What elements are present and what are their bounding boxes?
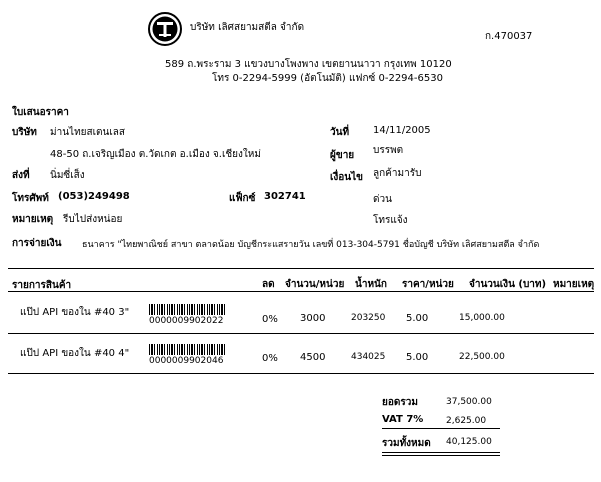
doc-title: ใบเสนอราคา: [12, 107, 69, 118]
barcode-icon: [149, 344, 227, 355]
phone-value: (053)249498: [58, 191, 130, 202]
row-qty: 3000: [300, 313, 326, 324]
vat-label: VAT 7%: [382, 414, 424, 425]
row-price: 5.00: [406, 352, 429, 363]
urgent-value: ด่วน: [373, 194, 392, 205]
row-amount: 22,500.00: [459, 352, 505, 362]
subtotal-value: 37,500.00: [446, 397, 492, 407]
condition-label: เงื่อนไข: [330, 172, 364, 183]
row-amount: 15,000.00: [459, 313, 505, 323]
row-qty: 4500: [300, 352, 326, 363]
fax-label: แฟ็กซ์: [229, 193, 256, 204]
company-name: บริษัท เลิศสยามสตีล จำกัด: [190, 22, 305, 33]
col-weight-header: น้ำหนัก: [355, 279, 387, 290]
note-label: หมายเหตุ: [12, 214, 54, 225]
note-value: รีบไปส่งหน่อย: [63, 214, 123, 225]
grand-total-label: รวมทั้งหมด: [382, 438, 431, 449]
col-price-header: ราคา/หน่วย: [402, 279, 454, 290]
col-discount-header: ลด: [262, 279, 275, 290]
company-contact: โทร 0-2294-5999 (อัตโนมัติ) แฟกซ์ 0-2294-6530: [212, 73, 443, 84]
customer-company-value: ม่านไทยสเตนเลส: [50, 127, 126, 138]
row-price: 5.00: [406, 313, 429, 324]
double-rule-bottom: [382, 455, 500, 456]
vat-value: 2,625.00: [446, 416, 487, 426]
col-qty-header: จำนวน/หน่วย: [285, 279, 345, 290]
barcode-icon: [149, 304, 227, 315]
grand-total-value: 40,125.00: [446, 437, 492, 447]
payment-label: การจ่ายเงิน: [12, 238, 62, 249]
date-label: วันที่: [330, 127, 350, 138]
row-item: แป๊ป API ของใน #40 3": [20, 307, 130, 318]
row-divider: [8, 333, 594, 334]
payment-text: ธนาคาร "ไทยพาณิชย์ สาขา ตลาดน้อย บัญชีกระแสรายวัน เลขที่ 013-304-5791 ชื่อบัญชี บริษัท เลิศสยามสตีล จำกัด: [82, 240, 540, 250]
customer-address: 48-50 ถ.เจริญเมือง ต.วัดเกต อ.เมือง จ.เชียงใหม่: [50, 149, 261, 160]
double-rule-top: [382, 452, 500, 453]
table-header-rule: [8, 291, 594, 292]
row-barcode-number: 0000009902046: [149, 356, 224, 366]
ship-label: ส่งที่: [12, 170, 30, 181]
date-value: 14/11/2005: [373, 125, 431, 136]
totals-rule: [382, 428, 500, 429]
seller-value: บรรพต: [373, 145, 404, 156]
row-weight: 434025: [351, 352, 386, 362]
company-logo-icon: [148, 12, 182, 46]
col-amount-header: จำนวนเงิน (บาท): [469, 279, 547, 290]
notify-value: โทรแจ้ง: [373, 215, 408, 226]
row-weight: 203250: [351, 313, 386, 323]
seller-label: ผู้ขาย: [330, 150, 355, 161]
col-item-header: รายการสินค้า: [12, 280, 72, 291]
company-address: 589 ถ.พระราม 3 แขวงบางโพงพาง เขตยานนาวา กรุงเทพ 10120: [165, 59, 452, 70]
subtotal-label: ยอดรวม: [382, 397, 418, 408]
doc-number: ก.470037: [485, 31, 533, 42]
table-top-rule: [8, 268, 594, 269]
phone-label: โทรศัพท์: [12, 193, 49, 204]
customer-company-label: บริษัท: [12, 127, 37, 138]
row-barcode-number: 0000009902022: [149, 316, 224, 326]
row-discount: 0%: [262, 353, 278, 364]
fax-value: 302741: [264, 191, 306, 202]
row-discount: 0%: [262, 314, 278, 325]
condition-value: ลูกค้ามารับ: [373, 168, 422, 179]
row-item: แป๊ป API ของใน #40 4": [20, 348, 130, 359]
ship-value: นิ่มซี่เส็ง: [50, 170, 85, 181]
table-bottom-rule: [8, 373, 594, 374]
col-note-header: หมายเหตุ: [553, 279, 595, 290]
